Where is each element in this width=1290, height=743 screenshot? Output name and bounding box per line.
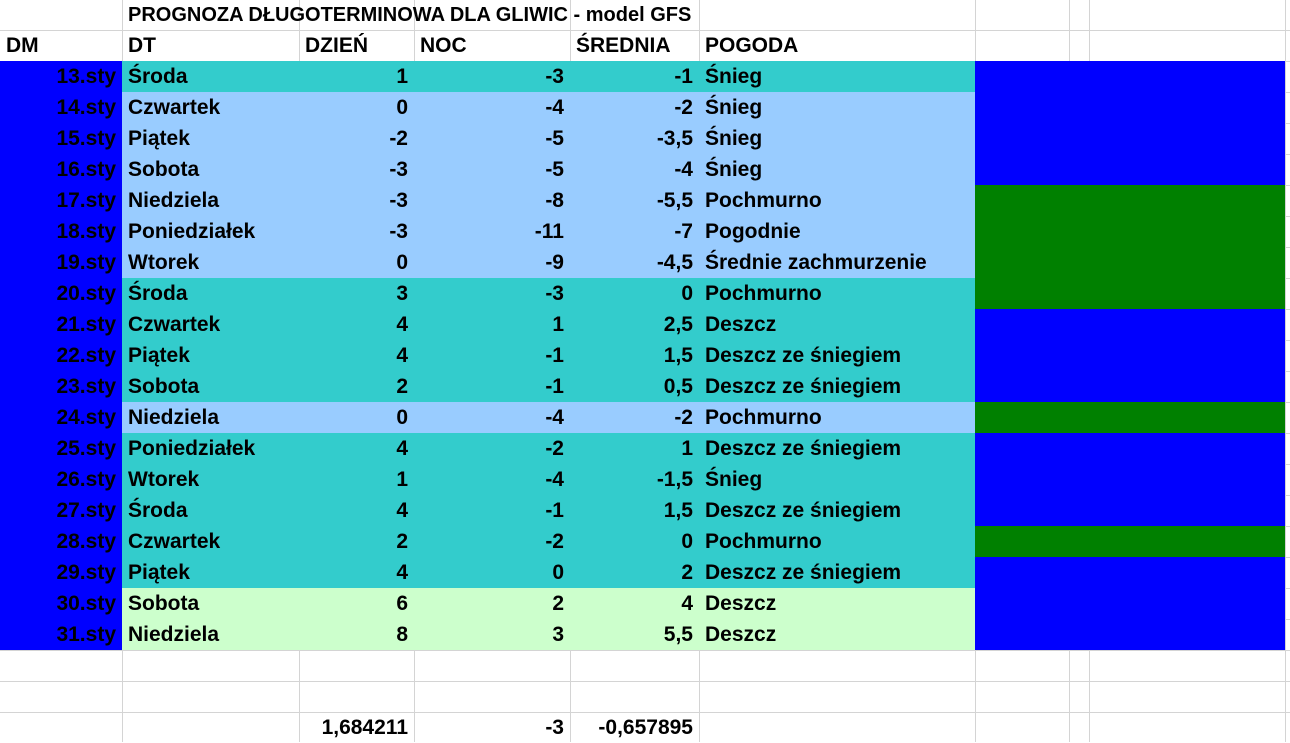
cell-dt[interactable]: Środa (128, 499, 188, 522)
cell-dt[interactable]: Czwartek (128, 530, 221, 553)
cell-pogoda[interactable]: Pochmurno (705, 530, 822, 553)
side-fill (975, 309, 1285, 340)
cell-dm[interactable]: 16.sty (56, 158, 116, 181)
cell-pogoda[interactable]: Pochmurno (705, 406, 822, 429)
cell-dt[interactable]: Środa (128, 282, 188, 305)
cell-noc[interactable]: -2 (545, 437, 564, 460)
cell-noc[interactable]: -1 (545, 375, 564, 398)
side-fill (975, 123, 1285, 154)
cell-dzien[interactable]: 4 (396, 499, 408, 522)
cell-srednia[interactable]: -3,5 (656, 127, 693, 150)
cell-srednia[interactable]: 4 (681, 592, 693, 615)
cell-dzien[interactable]: 4 (396, 313, 408, 336)
cell-srednia[interactable]: -1 (674, 65, 693, 88)
cell-srednia[interactable]: 0 (681, 530, 693, 553)
side-fill (975, 61, 1285, 92)
cell-srednia[interactable]: 1,5 (663, 344, 693, 367)
cell-pogoda[interactable]: Deszcz (705, 313, 777, 336)
side-fill (975, 526, 1285, 557)
cell-pogoda[interactable]: Deszcz ze śniegiem (705, 499, 902, 522)
cell-noc[interactable]: -2 (545, 530, 564, 553)
side-fill (975, 619, 1285, 650)
cell-dzien[interactable]: -2 (389, 127, 408, 150)
cell-pogoda[interactable]: Pochmurno (705, 282, 822, 305)
summary-dzien[interactable]: 1,684211 (321, 716, 408, 739)
cell-srednia[interactable]: 2 (681, 561, 693, 584)
side-fill (975, 216, 1285, 247)
cell-dm[interactable]: 28.sty (56, 530, 116, 553)
cell-dt[interactable]: Piątek (128, 127, 190, 150)
cell-dzien[interactable]: 6 (396, 592, 408, 615)
cell-dzien[interactable]: 0 (396, 406, 408, 429)
cell-srednia[interactable]: 0,5 (663, 375, 693, 398)
cell-dm[interactable]: 31.sty (56, 623, 116, 646)
cell-dt[interactable]: Środa (128, 65, 188, 88)
cell-dt[interactable]: Piątek (128, 344, 190, 367)
side-fill (975, 278, 1285, 309)
side-fill (975, 433, 1285, 464)
cell-dt[interactable]: Piątek (128, 561, 190, 584)
side-fill (975, 340, 1285, 371)
cell-dt[interactable]: Wtorek (128, 468, 200, 491)
cell-dt[interactable]: Sobota (128, 158, 200, 181)
cell-srednia[interactable]: 0 (681, 282, 693, 305)
side-fill (975, 371, 1285, 402)
side-fill (975, 154, 1285, 185)
side-fill (975, 92, 1285, 123)
side-fill (975, 464, 1285, 495)
cell-dm[interactable]: 13.sty (56, 65, 116, 88)
cell-dt[interactable]: Sobota (128, 375, 200, 398)
side-fill (975, 402, 1285, 433)
cell-dzien[interactable]: 1 (396, 65, 408, 88)
cell-noc[interactable]: 3 (552, 623, 564, 646)
cell-noc[interactable]: 2 (552, 592, 564, 615)
cell-pogoda[interactable]: Deszcz ze śniegiem (705, 344, 902, 367)
sheet-title[interactable]: PROGNOZA DŁUGOTERMINOWA DLA GLIWIC - model GFS (128, 4, 692, 26)
cell-dt[interactable]: Czwartek (128, 96, 221, 119)
cell-dt[interactable]: Poniedziałek (128, 437, 256, 460)
cell-pogoda[interactable]: Deszcz ze śniegiem (705, 375, 902, 398)
cell-dt[interactable]: Sobota (128, 592, 200, 615)
side-fill (975, 247, 1285, 278)
cell-noc[interactable]: -3 (545, 282, 564, 305)
cell-dzien[interactable]: 3 (396, 282, 408, 305)
cell-srednia[interactable]: -1,5 (656, 468, 693, 491)
cell-noc[interactable]: 0 (552, 561, 564, 584)
cell-pogoda[interactable]: Śnieg (705, 127, 763, 150)
cell-dt[interactable]: Czwartek (128, 313, 221, 336)
cell-dzien[interactable]: -3 (389, 189, 408, 212)
cell-pogoda[interactable]: Pochmurno (705, 189, 822, 212)
cell-srednia[interactable]: -4,5 (656, 251, 693, 274)
cell-pogoda[interactable]: Deszcz (705, 623, 777, 646)
cell-noc[interactable]: -4 (545, 96, 564, 119)
cell-pogoda[interactable]: Deszcz (705, 592, 777, 615)
cell-srednia[interactable]: 1 (681, 437, 693, 460)
cell-dm[interactable]: 30.sty (56, 592, 116, 615)
cell-noc[interactable]: -4 (545, 468, 564, 491)
cell-dm[interactable]: 29.sty (56, 561, 116, 584)
cell-dm[interactable]: 14.sty (56, 96, 116, 119)
cell-srednia[interactable]: -5,5 (656, 189, 693, 212)
summary-srednia[interactable]: -0,657895 (598, 716, 693, 739)
cell-dzien[interactable]: -3 (389, 158, 408, 181)
cell-dm[interactable]: 26.sty (56, 468, 116, 491)
cell-srednia[interactable]: -7 (674, 220, 693, 243)
cell-srednia[interactable]: -2 (674, 406, 693, 429)
cell-pogoda[interactable]: Deszcz ze śniegiem (705, 437, 902, 460)
cell-dm[interactable]: 21.sty (56, 313, 116, 336)
side-fill (975, 588, 1285, 619)
cell-dm[interactable]: 27.sty (56, 499, 116, 522)
side-fill (975, 185, 1285, 216)
cell-dm[interactable]: 25.sty (56, 437, 116, 460)
cell-pogoda[interactable]: Deszcz ze śniegiem (705, 561, 902, 584)
cell-dt[interactable]: Niedziela (128, 189, 220, 212)
cell-srednia[interactable]: 2,5 (663, 313, 693, 336)
cell-noc[interactable]: -9 (545, 251, 564, 274)
cell-srednia[interactable]: 5,5 (663, 623, 693, 646)
cell-dzien[interactable]: 4 (396, 561, 408, 584)
cell-dm[interactable]: 17.sty (56, 189, 116, 212)
cell-pogoda[interactable]: Średnie zachmurzenie (705, 251, 927, 274)
cell-dzien[interactable]: 2 (396, 530, 408, 553)
cell-dt[interactable]: Niedziela (128, 623, 220, 646)
cell-pogoda[interactable]: Śnieg (705, 96, 763, 119)
header-dzien[interactable]: DZIEŃ (305, 34, 368, 57)
cell-dm[interactable]: 20.sty (56, 282, 116, 305)
cell-pogoda[interactable]: Pogodnie (705, 220, 801, 243)
cell-pogoda[interactable]: Śnieg (705, 158, 763, 181)
cell-srednia[interactable]: 1,5 (663, 499, 693, 522)
cell-noc[interactable]: -1 (545, 499, 564, 522)
cell-dm[interactable]: 23.sty (56, 375, 116, 398)
cell-dm[interactable]: 22.sty (56, 344, 116, 367)
cell-noc[interactable]: 1 (552, 313, 564, 336)
cell-srednia[interactable]: -4 (674, 158, 693, 181)
cell-dt[interactable]: Niedziela (128, 406, 220, 429)
cell-dm[interactable]: 19.sty (56, 251, 116, 274)
cell-dzien[interactable]: 4 (396, 437, 408, 460)
cell-noc[interactable]: -5 (545, 127, 564, 150)
cell-dzien[interactable]: 8 (396, 623, 408, 646)
cell-dt[interactable]: Wtorek (128, 251, 200, 274)
side-fill (975, 557, 1285, 588)
cell-dm[interactable]: 24.sty (56, 406, 116, 429)
cell-srednia[interactable]: -2 (674, 96, 693, 119)
cell-dzien[interactable]: 4 (396, 344, 408, 367)
cell-noc[interactable]: -3 (545, 65, 564, 88)
cell-pogoda[interactable]: Śnieg (705, 65, 763, 88)
header-srednia[interactable]: ŚREDNIA (576, 34, 671, 57)
cell-dt[interactable]: Poniedziałek (128, 220, 256, 243)
summary-noc[interactable]: -3 (545, 716, 564, 739)
header-pogoda[interactable]: POGODA (705, 34, 799, 57)
cell-pogoda[interactable]: Śnieg (705, 468, 763, 491)
cell-dzien[interactable]: 0 (396, 96, 408, 119)
cell-noc[interactable]: -4 (545, 406, 564, 429)
header-dm[interactable]: DM (6, 34, 39, 57)
cell-noc[interactable]: -8 (545, 189, 564, 212)
cell-dm[interactable]: 15.sty (56, 127, 116, 150)
cell-dzien[interactable]: 1 (396, 468, 408, 491)
side-fill (975, 495, 1285, 526)
cell-noc[interactable]: -1 (545, 344, 564, 367)
cell-dzien[interactable]: 2 (396, 375, 408, 398)
cell-dzien[interactable]: -3 (389, 220, 408, 243)
header-noc[interactable]: NOC (420, 34, 467, 57)
cell-dzien[interactable]: 0 (396, 251, 408, 274)
header-dt[interactable]: DT (128, 34, 156, 57)
cell-noc[interactable]: -5 (545, 158, 564, 181)
cell-noc[interactable]: -11 (534, 220, 564, 243)
cell-dm[interactable]: 18.sty (56, 220, 116, 243)
